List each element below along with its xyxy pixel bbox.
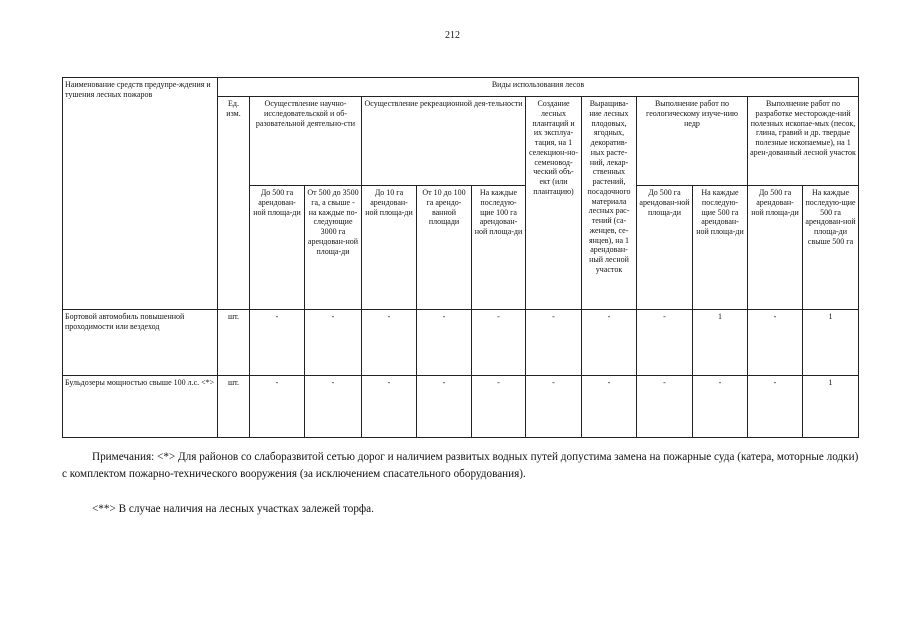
subheader-recreation-1: До 10 га арендован-ной площа-ди [362, 186, 417, 310]
subheader-science-2: От 500 до 3500 га, а свыше - на каждые по-следующие 3000 га арендован-ной площа-ди [305, 186, 362, 310]
table-cell: 1 [803, 376, 859, 438]
fire-equipment-table [62, 77, 859, 438]
row-name: Бортовой автомобиль повышенной проходимости или вездеход [63, 310, 218, 376]
note-first: Примечания: <*> Для районов со слаборазвитой сетью дорог и наличием развитых водных путей допустима замена на пожарные суда (катера, моторные лодки) с комплектом пожарно-технического вооружения (за исключением спасательного оборудования). [62, 451, 859, 480]
table-cell: - [362, 310, 417, 376]
header-minerals: Выполнение работ по разработке месторожде-ний полезных ископае-мых (песок, глина, гравий и др. твердые полезные ископаемые), на 1 арен-дованный лесной участок [748, 97, 859, 186]
subheader-recreation-2: От 10 до 100 га арендо-ванной площади [417, 186, 472, 310]
table-cell: - [582, 376, 637, 438]
subheader-geology-2: На каждые последую-щие 500 га арендован-ной площа-ди [693, 186, 748, 310]
table-cell: - [637, 310, 693, 376]
table-cell: - [417, 310, 472, 376]
subheader-science-1: До 500 га арендован-ной площа-ди [250, 186, 305, 310]
table-cell: - [693, 376, 748, 438]
header-unit: Ед. изм. [218, 97, 250, 310]
table-cell: - [526, 310, 582, 376]
table-cell: - [305, 376, 362, 438]
row-unit: шт. [218, 376, 250, 438]
table-row [63, 310, 859, 376]
table-cell: - [637, 376, 693, 438]
table-cell: - [250, 376, 305, 438]
page-number: 212 [445, 30, 460, 41]
header-science: Осуществление научно-исследовательской и об-разовательной деятельно-сти [250, 97, 362, 186]
subheader-minerals-2: На каждые последую-щие 500 га арендован-ной площа-ди свыше 500 га [803, 186, 859, 310]
table-cell: - [748, 310, 803, 376]
header-cultivation: Выращива-ние лесных плодовых, ягодных, декоратив-ных расте-ний, лекар-ственных растений, посадочного материала лесных рас-тений (са-женцев, се-янцев), на 1 арендован-ный лесной участок [582, 97, 637, 310]
header-equipment-name: Наименование средств предупре-ждения и тушения лесных пожаров [63, 78, 218, 310]
table-cell: - [472, 376, 526, 438]
table-cell: - [362, 376, 417, 438]
header-plantations: Создание лесных плантаций и их эксплуа-тация, на 1 селекцион-но-семеновод-ческий объ-ект (или плантацию) [526, 97, 582, 310]
table-cell: - [526, 376, 582, 438]
table-cell: - [250, 310, 305, 376]
row-name: Бульдозеры мощностью свыше 100 л.с. <*> [63, 376, 218, 438]
notes-section [62, 449, 862, 518]
table-cell: - [582, 310, 637, 376]
table-cell: 1 [803, 310, 859, 376]
row-unit: шт. [218, 310, 250, 376]
table-cell: - [472, 310, 526, 376]
subheader-recreation-3: На каждые последую-щие 100 га арендован-ной площа-ди [472, 186, 526, 310]
table-cell: - [748, 376, 803, 438]
table-row [63, 376, 859, 438]
header-forest-use-types: Виды использования лесов [218, 78, 859, 97]
subheader-minerals-1: До 500 га арендован-ной площа-ди [748, 186, 803, 310]
header-recreation: Осуществление рекреационной дея-тельности [362, 97, 526, 186]
header-geology: Выполнение работ по геологическому изуче-нию недр [637, 97, 748, 186]
table-cell: - [305, 310, 362, 376]
note-second: <**> В случае наличия на лесных участках залежей торфа. [92, 503, 374, 515]
table-cell: - [417, 376, 472, 438]
subheader-geology-1: До 500 га арендован-ной площа-ди [637, 186, 693, 310]
table-cell: 1 [693, 310, 748, 376]
